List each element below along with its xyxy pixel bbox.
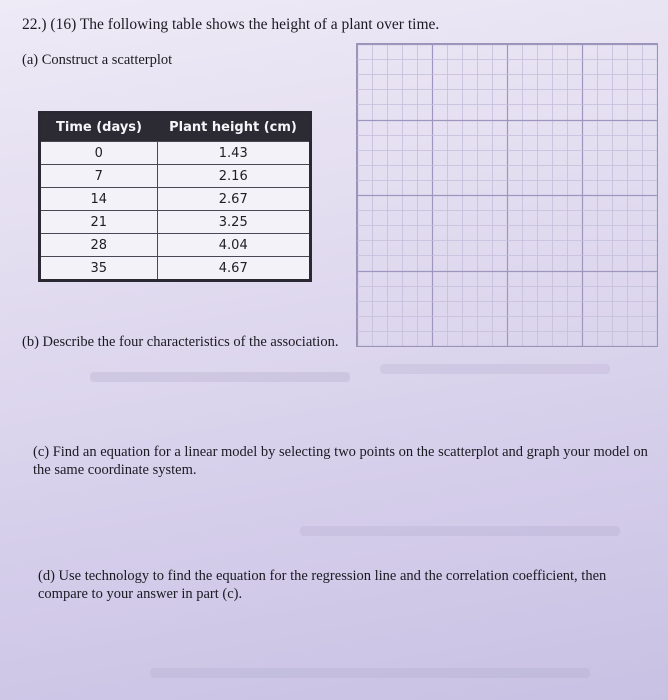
cell-height: 2.16	[157, 165, 311, 188]
cell-height: 4.67	[157, 257, 311, 281]
cell-time: 14	[40, 188, 158, 211]
bleed-through-mark	[380, 364, 610, 374]
table-header-row	[40, 113, 311, 142]
table-row	[40, 142, 311, 165]
part-d-prompt: (d) Use technology to find the equation for the regression line and the correlation coefficient, then compare to your answer in part (c).	[38, 568, 607, 602]
plant-height-table	[38, 111, 312, 282]
cell-height: 3.25	[157, 211, 311, 234]
cell-height: 4.04	[157, 234, 311, 257]
graph-paper	[357, 44, 657, 346]
bleed-through-mark	[300, 526, 620, 536]
cell-height: 1.43	[157, 142, 311, 165]
cell-time: 28	[40, 234, 158, 257]
header-time: Time (days)	[40, 113, 158, 142]
table-row	[40, 211, 311, 234]
table-row	[40, 234, 311, 257]
part-a-prompt: (a) Construct a scatterplot	[22, 52, 173, 68]
question-title: 22.) (16) The following table shows the height of a plant over time.	[22, 16, 440, 33]
table-row	[40, 188, 311, 211]
cell-height: 2.67	[157, 188, 311, 211]
part-b-prompt: (b) Describe the four characteristics of the association.	[22, 334, 339, 350]
cell-time: 7	[40, 165, 158, 188]
table-row	[40, 165, 311, 188]
scatterplot-grid[interactable]	[356, 43, 658, 347]
cell-time: 21	[40, 211, 158, 234]
bleed-through-mark	[90, 372, 350, 382]
bleed-through-mark	[150, 668, 590, 678]
cell-time: 35	[40, 257, 158, 281]
header-height: Plant height (cm)	[157, 113, 311, 142]
table-row	[40, 257, 311, 281]
cell-time: 0	[40, 142, 158, 165]
part-c-prompt: (c) Find an equation for a linear model by selecting two points on the scatterplot and graph your model on the same coordinate system.	[33, 444, 648, 478]
